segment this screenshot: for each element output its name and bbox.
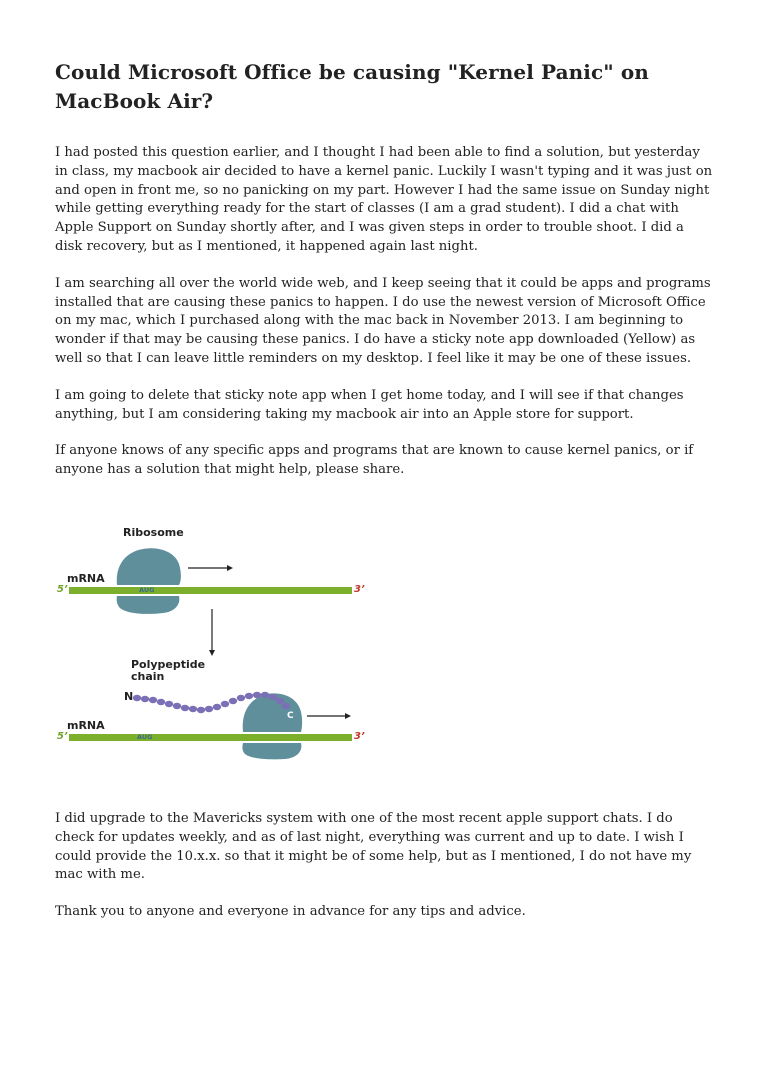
mrna-strand-bottom [69,734,352,741]
paragraph-5: I did upgrade to the Mavericks system with one of the most recent apple support chats. I do check for updates weekly, and as of last night, everything was current and up to date. I wish I could provide the 10.x.x. so that it might be of some help, but as I mentioned, I do not have my mac with me. [55,810,692,883]
paragraph-6: Thank you to anyone and everyone in advance for any tips and advice. [55,904,526,920]
title-line-1: Could Microsoft Office be causing "Kernel Panic" on [55,60,649,84]
aug-codon-label-bottom: AUG [137,732,153,741]
n-terminus-label: N [124,689,134,703]
three-prime-label-top: 3’ [354,583,365,595]
translation-diagram-graphic [55,522,385,772]
ribosome-large-subunit-top [117,548,181,585]
five-prime-label-top: 5’ [57,583,68,595]
c-terminus-label: C [287,710,294,721]
three-prime-label-bottom: 3’ [354,730,365,742]
document-page [55,58,715,940]
direction-arrowhead-bottom [345,713,351,719]
five-prime-label-bottom: 5’ [57,730,68,742]
polypeptide-label-line1: Polypeptide [131,657,206,671]
title-line-2: MacBook Air? [55,89,214,113]
ribosome-small-subunit-bottom [242,743,301,759]
mrna-strand-top [69,587,352,594]
mrna-label-top: mRNA [67,571,105,585]
ribosome-label: Ribosome [123,525,184,539]
article-title [55,58,715,116]
direction-arrowhead-top [227,565,233,571]
paragraph-1: I had posted this question earlier, and I thought I had been able to find a solution, but yesterday in class, my macbook air decided to have a kernel panic. Luckily I wasn't typing and it was just on and open in front me, so no panicking on my part. However I had the same issue on Sunday night while getting everything ready for the start of classes (I am a grad student). I did a chat with Apple Support on Sunday shortly after, and I was given steps in order to trouble shoot. I did a disk recovery, but as I mentioned, it happened again last night. [55,145,713,254]
polypeptide-label-line2: chain [131,669,165,683]
paragraph-4: If anyone knows of any specific apps and programs that are known to cause kernel panics, or if anyone has a solution that might help, please share. [55,443,694,478]
process-arrowhead [209,650,215,656]
translation-diagram [55,522,385,772]
mrna-label-bottom: mRNA [67,718,105,732]
paragraph-3: I am going to delete that sticky note app when I get home today, and I will see if that changes anything, but I am considering taking my macbook air into an Apple store for support. [55,387,684,422]
aug-codon-label-top: AUG [139,585,155,594]
ribosome-small-subunit-top [117,596,180,614]
paragraph-2: I am searching all over the world wide web, and I keep seeing that it could be apps and programs installed that are causing these panics to happen. I do use the newest version of Microsoft Office on my mac, which I purchased along with the mac back in November 2013. I am beginning to wonder if that may be causing these panics. I do have a sticky note app downloaded (Yellow) as well so that I can leave little reminders on my desktop. I feel like it may be one of these issues. [55,275,711,366]
